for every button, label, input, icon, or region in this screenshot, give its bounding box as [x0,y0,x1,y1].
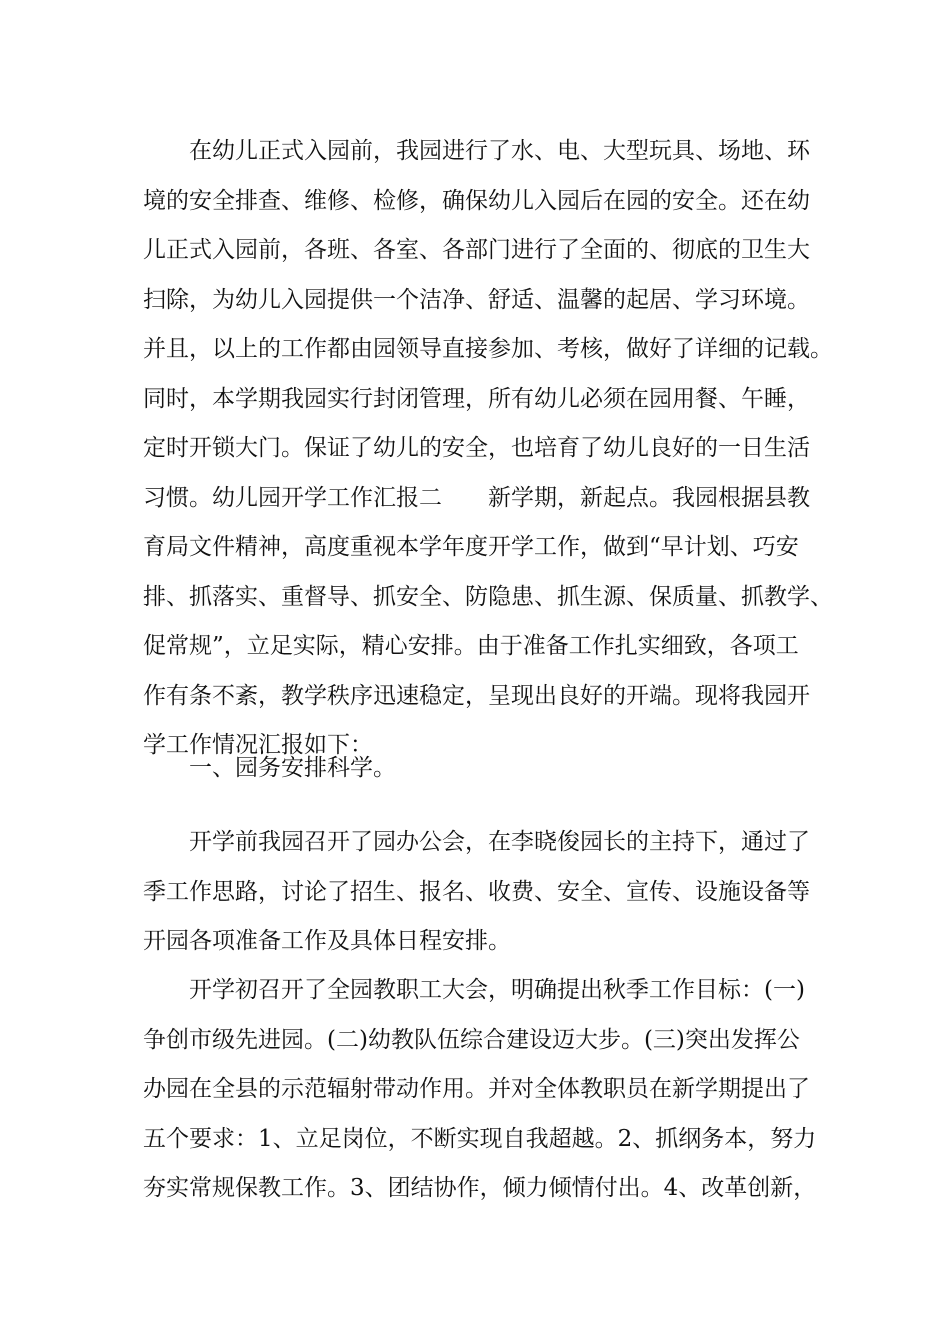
section-heading: 一、园务安排科学。 [189,755,396,781]
text-line: 五个要求：1、立足岗位，不断实现自我超越。2、抓纲务本，努力 [143,1125,817,1152]
text-line: 扫除，为幼儿入园提供一个洁净、舒适、温馨的起居、学习环境。 [143,286,810,313]
text-line: 育局文件精神，高度重视本学年度开学工作，做到“早计划、巧安 [143,534,799,560]
text-line: 开园各项准备工作及具体日程安排。 [143,928,511,954]
text-line: 季工作思路，讨论了招生、报名、收费、安全、宣传、设施设备等 [143,878,810,905]
text-line: 儿正式入园前，各班、各室、各部门进行了全面的、彻底的卫生大 [143,237,810,263]
text-line: 办园在全县的示范辐射带动作用。并对全体教职员在新学期提出了 [143,1076,810,1102]
text-line: 开学初召开了全园教职工大会，明确提出秋季工作目标：(一) [189,977,805,1003]
text-line: 习惯。幼儿园开学工作汇报二 新学期，新起点。我园根据县教 [143,484,810,511]
text-line: 促常规”，立足实际，精心安排。由于准备工作扎实细致，各项工 [143,633,799,659]
text-line: 排、抓落实、重督导、抓安全、防隐患、抓生源、保质量、抓教学、 [143,583,833,610]
text-line: 在幼儿正式入园前，我园进行了水、电、大型玩具、场地、环 [189,138,810,164]
text-line: 夯实常规保教工作。3、团结协作，倾力倾情付出。4、改革创新， [143,1175,817,1201]
paragraph-safety-and-report-intro [143,127,833,771]
text-line: 定时开锁大门。保证了幼儿的安全，也培育了幼儿良好的一日生活 [143,435,810,461]
paragraph-pre-term-meeting [143,818,833,967]
text-line: 境的安全排查、维修、检修，确保幼儿入园后在园的安全。还在幼 [143,187,810,214]
text-line: 争创市级先进园。(二)幼教队伍综合建设迈大步。(三)突出发挥公 [143,1026,800,1053]
text-line: 开学前我园召开了园办公会，在李晓俊园长的主持下，通过了 [189,829,810,855]
text-line: 并且，以上的工作都由园领导直接参加、考核，做好了详细的记载。 [143,336,833,362]
text-line: 作有条不紊，教学秩序迅速稳定，呈现出良好的开端。现将我园开 [143,682,810,709]
section-heading-garden-affairs [143,744,833,794]
text-line: 学工作情况汇报如下： [143,732,373,758]
paragraph-staff-meeting-goals [143,966,833,1214]
text-line: 同时，本学期我园实行封闭管理，所有幼儿必须在园用餐、午睡， [143,385,810,412]
